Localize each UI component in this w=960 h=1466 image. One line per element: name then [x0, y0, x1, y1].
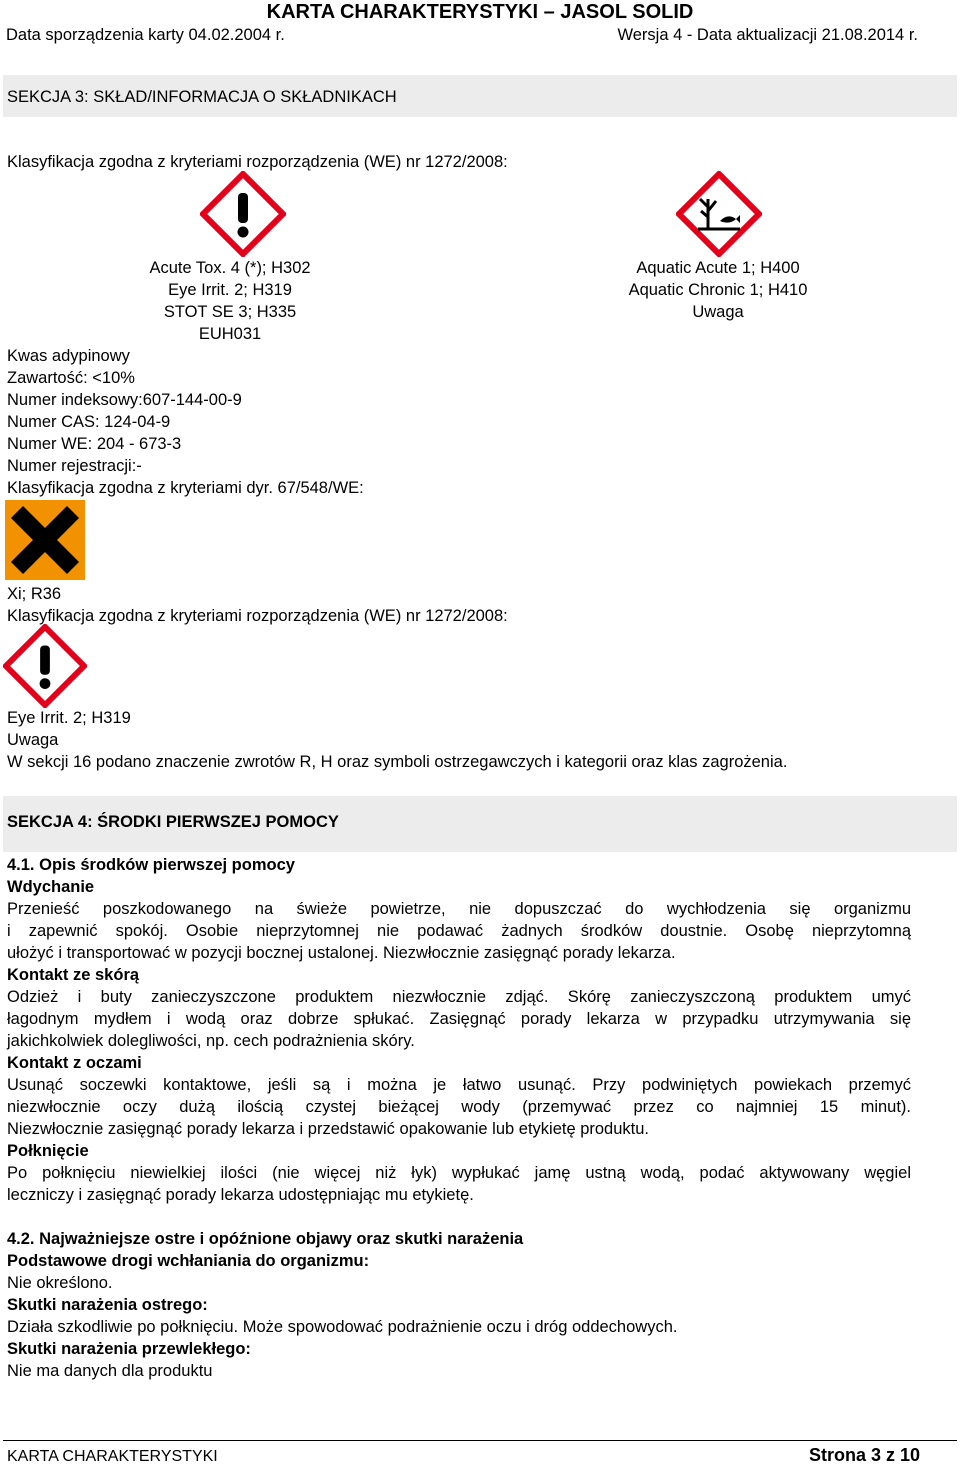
routes-heading: Podstawowe drogi wchłaniania do organizmu: [7, 1252, 370, 1270]
ghs07-exclamation-icon [200, 171, 286, 257]
chronic-heading: Skutki narażenia przewlekłego: [7, 1340, 251, 1358]
substance-name: Kwas adypinowy [7, 347, 130, 365]
skin-heading: Kontakt ze skórą [7, 966, 140, 984]
substance-index: Numer indeksowy:607-144-00-9 [7, 391, 242, 409]
subsection-4-2: 4.2. Najważniejsze ostre i opóźnione objawy oraz skutki narażenia [7, 1230, 524, 1248]
hazard-right-2: Aquatic Chronic 1; H410 [628, 281, 808, 299]
document-version: Wersja 4 - Data aktualizacji 21.08.2014 r. [617, 26, 918, 44]
dsd-intro: Klasyfikacja zgodna z kryteriami dyr. 67/548/WE: [7, 479, 364, 497]
signal-word-right: Uwaga [692, 303, 744, 321]
ingestion-heading: Połknięcie [7, 1142, 89, 1160]
hazard-left-3: STOT SE 3; H335 [163, 303, 297, 321]
inhalation-heading: Wdychanie [7, 878, 95, 896]
acute-text: Działa szkodliwie po połknięciu. Może spowodować podrażnienie oczu i dróg oddechowych. [7, 1318, 678, 1336]
skin-line: Odzież i buty zanieczyszczone produktem niezwłocznie zdjąć. Skórę zanieczyszczoną produktem umyć [7, 988, 911, 1006]
document-title: KARTA CHARAKTERYSTYKI – JASOL SOLID [266, 1, 694, 23]
inhalation-line: Przenieść poszkodowanego na świeże powietrze, nie dopuszczać do wychłodzenia się organizmu [7, 900, 911, 918]
ghs09-environment-icon [676, 171, 762, 257]
hazard-left-1: Acute Tox. 4 (*); H302 [149, 259, 311, 277]
document-date: Data sporządzenia karty 04.02.2004 r. [6, 26, 285, 44]
routes-text: Nie określono. [7, 1274, 113, 1292]
section-4-title: SEKCJA 4: ŚRODKI PIERWSZEJ POMOCY [7, 813, 339, 831]
dsd-class: Xi; R36 [7, 585, 62, 603]
skin-line: jakichkolwiek dolegliwości, np. cech podrażnienia skóry. [7, 1032, 415, 1050]
signal-word-2: Uwaga [7, 731, 59, 749]
clp-intro-2: Klasyfikacja zgodna z kryteriami rozporządzenia (WE) nr 1272/2008: [7, 607, 508, 625]
acute-heading: Skutki narażenia ostrego: [7, 1296, 208, 1314]
hazard-left-2: Eye Irrit. 2; H319 [168, 281, 292, 299]
section-3-title: SEKCJA 3: SKŁAD/INFORMACJA O SKŁADNIKACH [7, 88, 397, 106]
substance-content: Zawartość: <10% [7, 369, 135, 387]
hazard-right-1: Aquatic Acute 1; H400 [636, 259, 800, 277]
skin-line: łagodnym mydłem i wodą oraz dobrze spłukać. Zasięgnąć porady lekarza w przypadku utrzymywania się [7, 1010, 911, 1028]
substance-cas: Numer CAS: 124-04-9 [7, 413, 171, 431]
eye-heading: Kontakt z oczami [7, 1054, 142, 1072]
eye-line: niezwłocznie oczy dużą ilością czystej bieżącej wody (przemywać przez co najmniej 15 minut). [7, 1098, 911, 1116]
chronic-text: Nie ma danych dla produktu [7, 1362, 213, 1380]
inhalation-line: i zapewnić spokój. Osobie nieprzytomnej nie podawać żadnych środków doustnie. Osobę nieprzytomną [7, 922, 911, 940]
footer-rule [3, 1440, 957, 1441]
hazard-left-4: EUH031 [198, 325, 262, 343]
xi-irritant-icon [5, 500, 85, 580]
clp-intro: Klasyfikacja zgodna z kryteriami rozporządzenia (WE) nr 1272/2008: [7, 153, 508, 171]
eye-line: Usunąć soczewki kontaktowe, jeśli są i można je łatwo usunąć. Przy podwiniętych powiekach przemyć [7, 1076, 911, 1094]
inhalation-line: ułożyć i transportować w pozycji bocznej ustalonej. Niezwłocznie zasięgnąć porady lekarza. [7, 944, 676, 962]
subsection-4-1: 4.1. Opis środków pierwszej pomocy [7, 856, 295, 874]
eye-line: Niezwłocznie zasięgnąć porady lekarza i przedstawić opakowanie lub etykietę produktu. [7, 1120, 650, 1138]
ingestion-line: Po połknięciu niewielkiej ilości (nie więcej niż łyk) wypłukać jamę ustną wodą, podać aktywowany węgiel [7, 1164, 911, 1182]
substance-ec: Numer WE: 204 - 673-3 [7, 435, 182, 453]
ghs07-exclamation-icon [3, 624, 87, 708]
substance-registration: Numer rejestracji:- [7, 457, 142, 475]
section-16-note: W sekcji 16 podano znaczenie zwrotów R, H oraz symboli ostrzegawczych i kategorii oraz klas zagrożenia. [7, 753, 788, 771]
page-number: Strona 3 z 10 [808, 1445, 920, 1465]
ingestion-line: leczniczy i zasięgnąć porady lekarza udostępniając mu etykietę. [7, 1186, 474, 1204]
clp-class-2: Eye Irrit. 2; H319 [7, 709, 131, 727]
footer-doc-name: KARTA CHARAKTERYSTYKI [7, 1448, 218, 1465]
